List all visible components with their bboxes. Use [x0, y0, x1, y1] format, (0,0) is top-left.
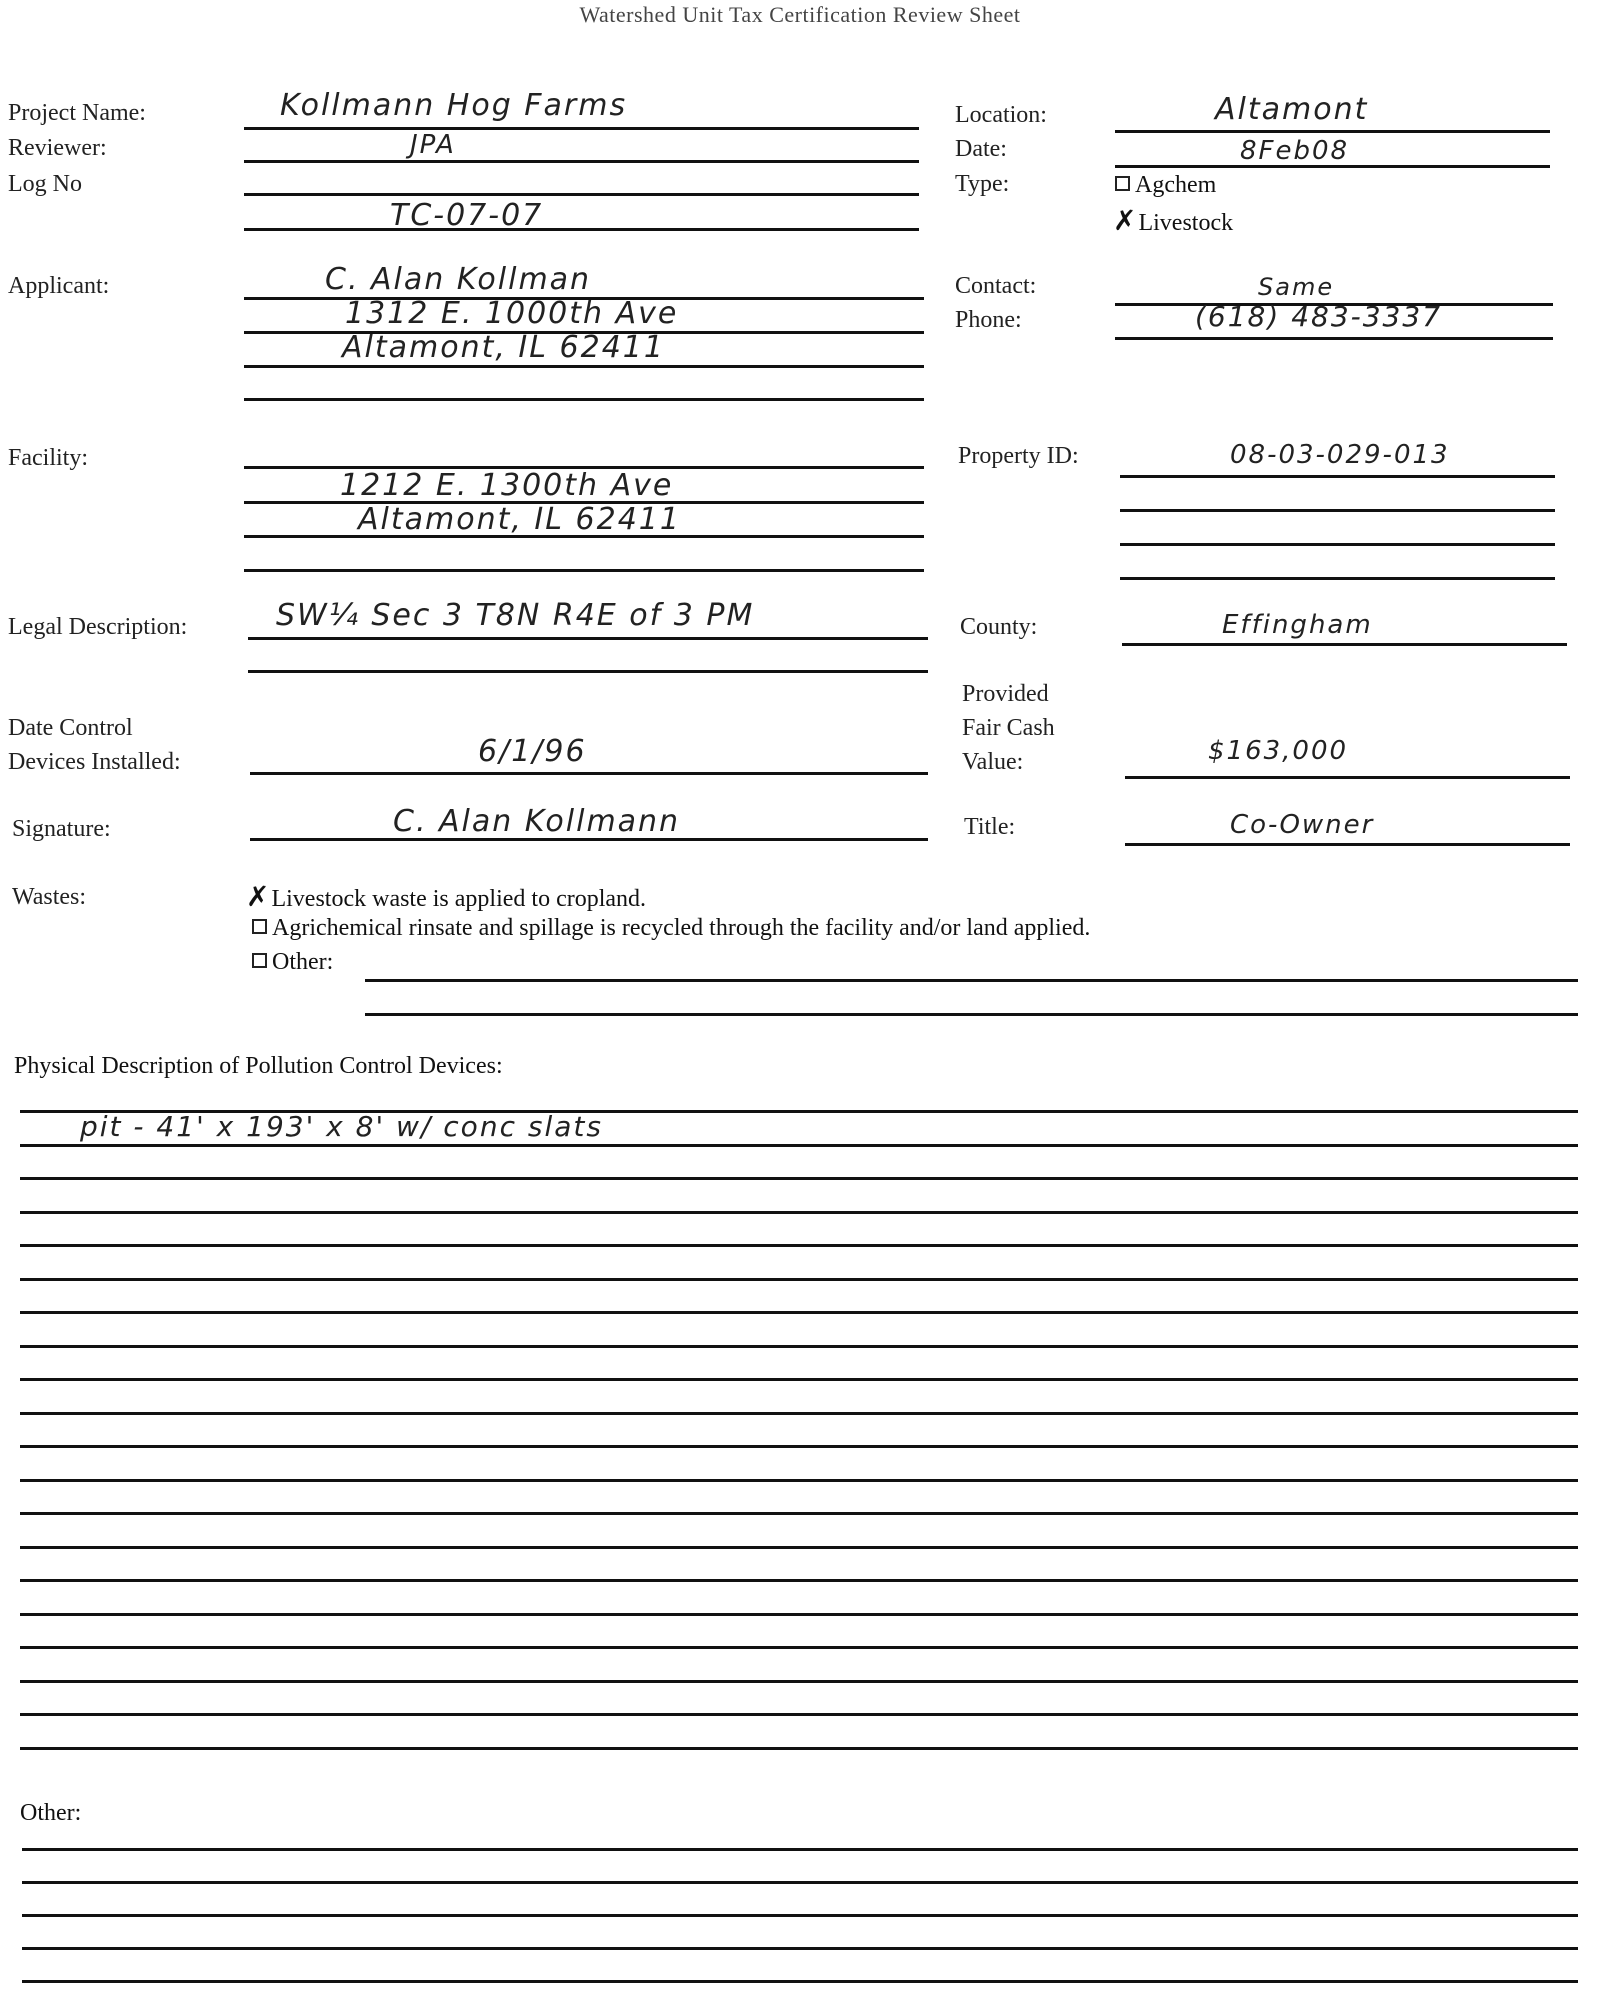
- ruled-line: [20, 1211, 1578, 1214]
- ruled-line: [20, 1278, 1578, 1281]
- county-line: [1122, 643, 1567, 646]
- ruled-line: [20, 1613, 1578, 1616]
- checked-x-icon: ✗: [246, 880, 270, 913]
- title-label: Title:: [964, 814, 1016, 840]
- waste-option-label: Agrichemical rinsate and spillage is recycled through the facility and/or land applied.: [272, 915, 1091, 941]
- date-installed-line: [250, 772, 928, 775]
- property-id-label: Property ID:: [958, 443, 1079, 469]
- reviewer-value: JPA: [410, 130, 456, 160]
- title-line: [1125, 843, 1570, 846]
- location-value: Altamont: [1215, 92, 1369, 127]
- ruled-line: [20, 1311, 1578, 1314]
- ruled-line: [20, 1177, 1578, 1180]
- checkbox-icon: [252, 919, 267, 934]
- provided-label-2: Fair Cash: [962, 715, 1055, 741]
- signature-value: C. Alan Kollmann: [393, 804, 681, 839]
- legal-description-rule-2: [248, 670, 928, 673]
- property-id-value: 08-03-029-013: [1230, 440, 1450, 470]
- ruled-line: [20, 1445, 1578, 1448]
- ruled-line: [22, 1848, 1578, 1851]
- applicant-label: Applicant:: [8, 273, 110, 299]
- applicant-line2-value: 1312 E. 1000th Ave: [345, 296, 679, 331]
- date-label: Date:: [955, 136, 1007, 162]
- ruled-line: [20, 1546, 1578, 1549]
- date-value: 8Feb08: [1240, 136, 1350, 166]
- project-name-line: [244, 127, 919, 130]
- ruled-line: [20, 1144, 1578, 1147]
- ruled-line: [20, 1579, 1578, 1582]
- date-control-label-2: Devices Installed:: [8, 749, 181, 775]
- waste-other-line: [365, 979, 1578, 982]
- page-title: Watershed Unit Tax Certification Review Sheet: [579, 2, 1021, 27]
- provided-label-3: Value:: [962, 749, 1024, 775]
- ruled-line: [20, 1244, 1578, 1247]
- ruled-line: [20, 1412, 1578, 1415]
- phone-value: (618) 483-3337: [1195, 300, 1442, 333]
- waste-option-livestock[interactable]: [246, 880, 646, 913]
- ruled-line: [20, 1713, 1578, 1716]
- type-option-agchem[interactable]: [1115, 172, 1216, 199]
- ruled-line: [20, 1479, 1578, 1482]
- ruled-line: [22, 1914, 1578, 1917]
- date-control-label-1: Date Control: [8, 715, 133, 741]
- ruled-line: [20, 1345, 1578, 1348]
- checkbox-icon: [252, 953, 267, 968]
- location-label: Location:: [955, 102, 1047, 128]
- applicant-line1-value: C. Alan Kollman: [325, 262, 592, 297]
- reviewer-label: Reviewer:: [8, 135, 107, 161]
- ruled-line: [20, 1512, 1578, 1515]
- contact-value: Same: [1258, 273, 1335, 301]
- log-no-label: Log No: [8, 171, 82, 197]
- type-option-label: Agchem: [1135, 172, 1217, 198]
- property-id-rule-2: [1120, 509, 1555, 512]
- legal-description-label: Legal Description:: [8, 614, 188, 640]
- provided-label-1: Provided: [962, 681, 1049, 707]
- type-option-label: Livestock: [1138, 210, 1234, 236]
- fair-cash-line: [1125, 776, 1570, 779]
- reviewer-line: [244, 160, 919, 163]
- applicant-rule-4: [244, 398, 924, 401]
- signature-label: Signature:: [12, 816, 111, 842]
- applicant-line3-value: Altamont, IL 62411: [342, 330, 665, 365]
- date-installed-value: 6/1/96: [478, 734, 587, 769]
- waste-option-label: Other:: [272, 949, 334, 975]
- ruled-line: [20, 1680, 1578, 1683]
- type-option-livestock[interactable]: [1113, 204, 1233, 237]
- facility-rule-4: [244, 569, 924, 572]
- physical-description-value: pit - 41' x 193' x 8' w/ conc slats: [80, 1110, 603, 1143]
- project-name-value: Kollmann Hog Farms: [280, 88, 628, 123]
- property-id-line: [1120, 475, 1555, 478]
- date-line: [1115, 165, 1550, 168]
- ruled-line: [22, 1947, 1578, 1950]
- log-no-line-2: [244, 228, 919, 231]
- applicant-rule-3: [244, 365, 924, 368]
- fair-cash-value: $163,000: [1208, 736, 1349, 766]
- county-value: Effingham: [1222, 610, 1373, 640]
- signature-line: [250, 838, 928, 841]
- ruled-line: [20, 1646, 1578, 1649]
- waste-option-agrichemical[interactable]: [252, 915, 1090, 942]
- log-no-value: TC-07-07: [390, 198, 544, 233]
- type-label: Type:: [955, 171, 1010, 197]
- county-label: County:: [960, 614, 1038, 640]
- wastes-label: Wastes:: [12, 884, 87, 910]
- waste-option-label: Livestock waste is applied to cropland.: [271, 886, 647, 912]
- ruled-line: [20, 1747, 1578, 1750]
- ruled-line: [20, 1110, 1578, 1113]
- phone-label: Phone:: [955, 307, 1022, 333]
- waste-option-other[interactable]: [252, 949, 333, 976]
- ruled-line: [22, 1980, 1578, 1983]
- facility-label: Facility:: [8, 445, 88, 471]
- facility-rule-3: [244, 535, 924, 538]
- ruled-line: [22, 1881, 1578, 1884]
- legal-description-value: SW¼ Sec 3 T8N R4E of 3 PM: [276, 598, 755, 633]
- log-no-line-1: [244, 193, 919, 196]
- phone-line: [1115, 337, 1553, 340]
- property-id-rule-4: [1120, 577, 1555, 580]
- waste-other-line-2: [365, 1013, 1578, 1016]
- facility-line2-value: Altamont, IL 62411: [358, 502, 681, 537]
- contact-label: Contact:: [955, 273, 1037, 299]
- title-value: Co-Owner: [1230, 810, 1375, 840]
- legal-description-line: [248, 637, 928, 640]
- location-line: [1115, 130, 1550, 133]
- checkbox-icon: [1115, 176, 1130, 191]
- checked-x-icon: ✗: [1113, 204, 1137, 237]
- project-name-label: Project Name:: [8, 100, 146, 126]
- physical-description-label: Physical Description of Pollution Control Devices:: [14, 1053, 503, 1079]
- facility-line1-value: 1212 E. 1300th Ave: [340, 468, 674, 503]
- property-id-rule-3: [1120, 543, 1555, 546]
- other-label: Other:: [20, 1800, 82, 1826]
- ruled-line: [20, 1378, 1578, 1381]
